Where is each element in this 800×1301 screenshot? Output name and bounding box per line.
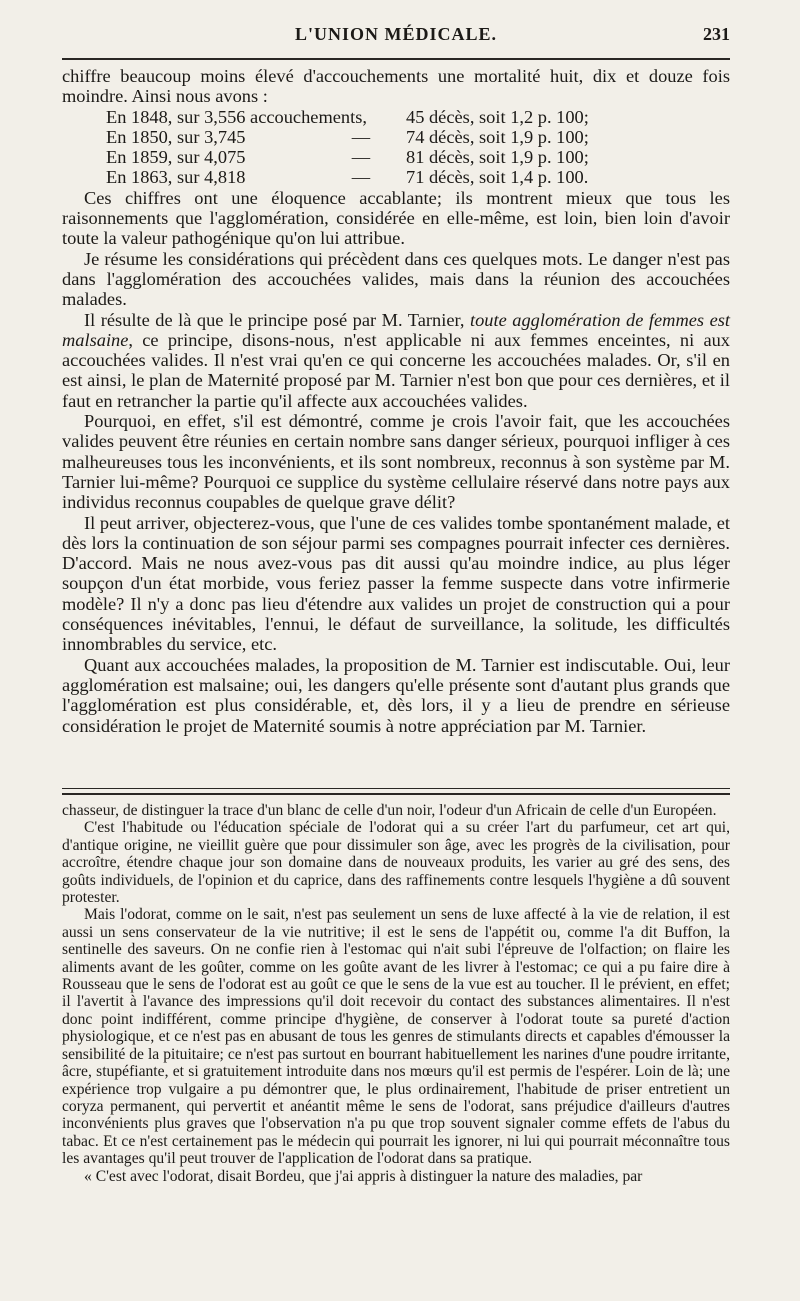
header-rule [62, 58, 730, 60]
list-item: En 1863, sur 4,818 — 71 décès, soit 1,4 p. 100. [106, 167, 589, 188]
paragraph: Il résulte de là que le principe posé par M. Tarnier, toute agglomération de femmes est malsaine, ce principe, disons-nous, n'est applicable ni aux femmes enceintes, ni aux accouchées valides. Il n'est vrai qu'en ce qui concerne les accouchées malades. Or, s'il en est ainsi, le plan de Maternité proposé par M. Tarnier n'est bon que pour ces dernières, et il faut en retrancher la partie qu'il affecte aux accouchées valides. [62, 309, 730, 411]
running-header [62, 24, 730, 54]
quoted-principle: toute agglomération de femmes est malsaine [62, 309, 730, 350]
main-text [62, 66, 730, 736]
feuilleton-text [62, 802, 730, 1185]
list-item: En 1848, sur 3,556 accouchements, 45 décès, soit 1,2 p. 100; [106, 106, 589, 127]
paragraph: Ces chiffres ont une éloquence accablante; ils montrent mieux que tous les raisonnements que l'agglomération, considérée en elle-même, est loin, bien loin d'avoir toute la valeur pathogénique qu'on lui attribue. [62, 187, 730, 249]
mortality-list [62, 107, 730, 188]
list-item: En 1850, sur 3,745 — 74 décès, soit 1,9 p. 100; [106, 126, 589, 147]
paragraph: Il peut arriver, objecterez-vous, que l'une de ces valides tombe spontanément malade, et dès lors la continuation de son séjour parmi ses compagnes pourrait infecter ces dernières. D'accord. Mais ne nous avez-vous pas dit aussi qu'au moindre indice, au plus léger soupçon d'un état morbide, vous feriez passer la femme suspecte dans votre infirmerie modèle? Il n'y a donc pas lieu d'étendre aux valides un projet de construction qui a pour conséquences inévitables, l'ennui, le défaut de surveillance, la solitude, les difficultés innombrables du service, etc. [62, 512, 730, 655]
journal-title: L'UNION MÉDICALE. [294, 24, 498, 44]
paragraph: Pourquoi, en effet, s'il est démontré, comme je crois l'avoir fait, que les accouchées valides peuvent être réunies en certain nombre sans danger sérieux, pourquoi infliger à ces malheureuses tous les inconvénients, et ils sont nombreux, reconnus à son système par M. Tarnier lui-même? Pourquoi ce supplice du système cellulaire réservé dans notre pays aux individus reconnus coupables de quelque grave délit? [62, 411, 730, 513]
list-item: En 1859, sur 4,075 — 81 décès, soit 1,9 p. 100; [106, 147, 589, 168]
paragraph: « C'est avec l'odorat, disait Bordeu, que j'ai appris à distinguer la nature des maladies, par [84, 1167, 643, 1185]
paragraph: Quant aux accouchées malades, la proposition de M. Tarnier est indiscutable. Oui, leur agglomération est malsaine; oui, les dangers qu'elle présente sont d'autant plus grands que l'agglomération est plus considérable, et, dès lors, il y a lieu de prendre en sérieuse considération le projet de Maternité soumis à notre appréciation par M. Tarnier. [62, 654, 730, 736]
paragraph: C'est l'habitude ou l'éducation spéciale de l'odorat qui a su créer l'art du parfumeur, cet art qui, d'antique origine, ne vieillit guère que pour dissimuler son âge, avec les progrès de la civilisation, pour accroître, étendre chaque jour son domaine dans de nouveaux produits, les varier au gré des sens, des goûts individuels, de l'opinion et du caprice, dans des raffinements contre lesquels l'hygiène a dû souvent protester. [62, 819, 730, 907]
paragraph: Je résume les considérations qui précèdent dans ces quelques mots. Le danger n'est pas dans l'agglomération des accouchées valides, mais dans la réunion des accouchées malades. [62, 248, 730, 310]
paragraph: Mais l'odorat, comme on le sait, n'est pas seulement un sens de luxe affecté à la vie de relation, il est aussi un sens conservateur de la vie nutritive; il est le sens de l'appétit ou, comme l'a dit Buffon, la sentinelle des saveurs. On ne confie rien à l'estomac qui n'ait subi l'épreuve de l'olfaction; on flaire les aliments avant de les goûter, comme on les goûte avant de les livrer à l'estomac; ce qui a pu faire dire à Rousseau que le sens de l'odorat est au goût ce que le sens de la vue est au toucher. Il le prévient, en effet; il l'avertit à l'avance des impressions qu'il doit recevoir du contact des substances alimentaires. Il n'est donc point indifférent, comme principe d'hygiène, de conserver à l'odorat toute sa pureté d'action physiologique, et ce n'est pas en abusant de tous les genres de stimulants directs et capables d'émousser la sensibilité de la pituitaire; ce n'est pas surtout en bourrant habituellement les narines d'une poudre irritante, âcre, stupéfiante, et si gratuitement introduite dans nos mœurs qu'il est permis de l'espérer. Loin de là; une expérience trop vulgaire a pu démontrer que, le plus ordinairement, l'habitude de priser entretient un coryza permanent, qui pervertit et anéantit même le sens de l'odorat, sans préjudice d'ailleurs d'autres inconvénients plus graves que l'observation n'a pu que trop souvent signaler comme effets de l'abus du tabac. Et ce n'est certainement pas le médecin qui pourrait les ignorer, ni lui qui pourrait méconnaître tous les avantages qu'il peut trouver de l'application de l'odorat dans sa pratique. [62, 906, 730, 1168]
feuilleton-divider [62, 788, 730, 795]
paragraph: chasseur, de distinguer la trace d'un blanc de celle d'un noir, l'odeur d'un Africain de celle d'un Européen. [62, 802, 717, 819]
page-number: 231 [703, 24, 730, 44]
paragraph-intro: chiffre beaucoup moins élevé d'accouchements une mortalité huit, dix et douze fois moindre. Ainsi nous avons : [62, 66, 730, 107]
